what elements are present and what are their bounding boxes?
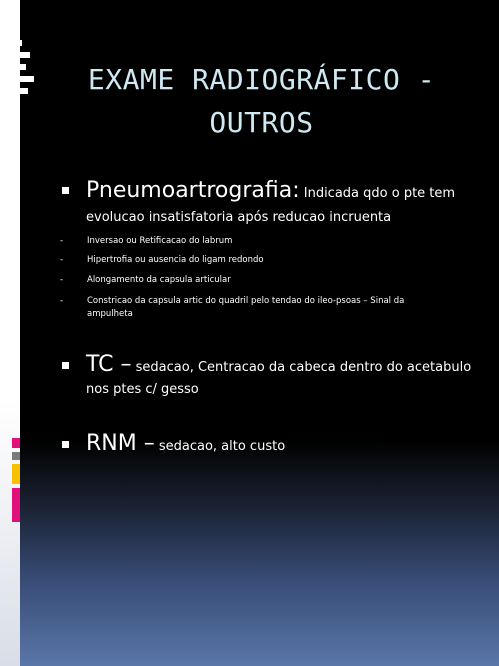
item-label: Pneumoartrografia:: [86, 178, 300, 203]
item-inline-text: sedacao, Centracao da cabeca dentro do acetabulo: [131, 360, 472, 375]
bullet-icon: [62, 187, 69, 194]
list-item-pneumoartrografia: [86, 178, 486, 203]
title-line-1: EXAME RADIOGRÁFICO -: [87, 63, 436, 96]
bullet-icon: [62, 441, 69, 448]
list-item-tc: [86, 352, 486, 377]
title-line-2: OUTROS: [209, 106, 314, 139]
item-continuation: evolucao insatisfatoria após reducao incruenta: [86, 210, 392, 225]
list-item-rnm: [86, 431, 486, 456]
slide-title: [24, 58, 499, 144]
item-label: TC –: [86, 352, 132, 377]
item-continuation: nos ptes c/ gesso: [86, 382, 199, 397]
item-label: RNM –: [86, 431, 155, 456]
item-inline-text: Indicada qdo o pte tem: [299, 186, 456, 201]
item-inline-text: sedacao, alto custo: [154, 439, 286, 454]
bullet-icon: [62, 362, 69, 369]
